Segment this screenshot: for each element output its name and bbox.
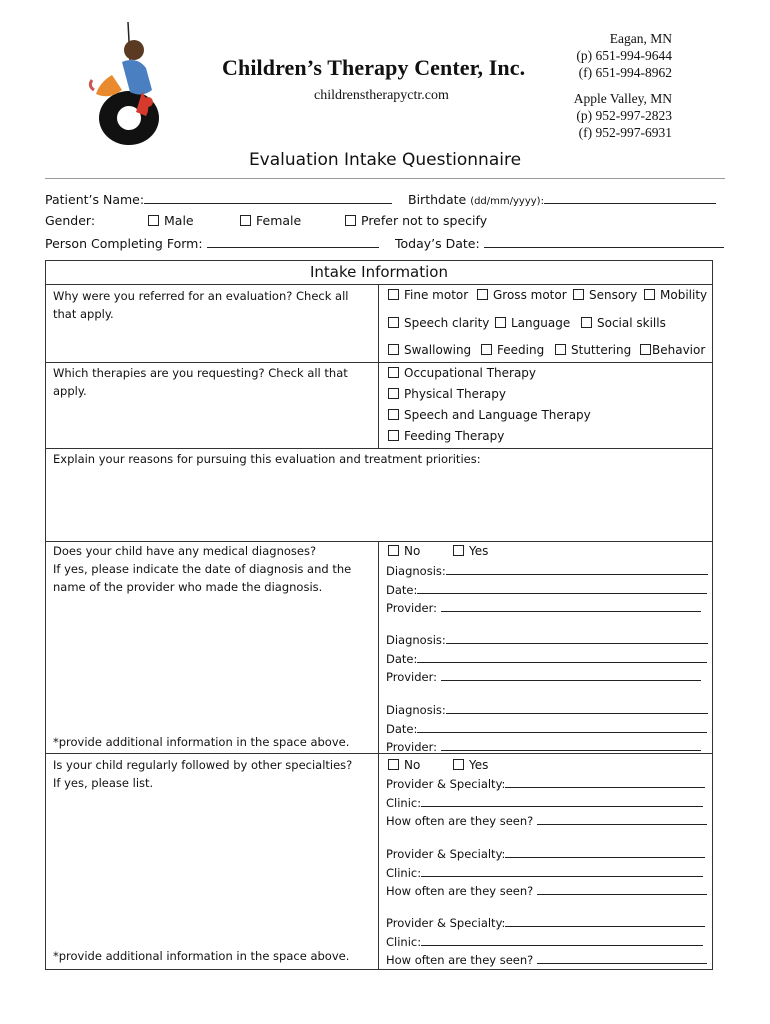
provider-label: Provider: bbox=[386, 670, 438, 684]
opt-language[interactable] bbox=[495, 316, 570, 330]
how-often-field[interactable] bbox=[537, 812, 707, 825]
clinic-label: Clinic: bbox=[386, 865, 422, 880]
diagnoses-yes-option[interactable] bbox=[453, 544, 488, 558]
referral-question: Why were you referred for an evaluation? Check all that apply. bbox=[53, 289, 349, 321]
how-often-label: How often are they seen? bbox=[386, 953, 534, 967]
diagnosis-block-3 bbox=[386, 701, 708, 757]
provider-specialty-field[interactable] bbox=[505, 845, 705, 858]
provider-specialty-label: Provider & Specialty: bbox=[386, 916, 506, 930]
diagnoses-line-2: If yes, please indicate the date of diagnosis and the bbox=[53, 562, 352, 576]
specialties-line-1: Is your child regularly followed by other specialties? bbox=[53, 758, 353, 772]
opt-label: Feeding Therapy bbox=[404, 429, 505, 443]
eagan-fax: (f) 651-994-8962 bbox=[578, 65, 672, 80]
specialties-line-2: If yes, please list. bbox=[53, 776, 154, 790]
birthdate-format: (dd/mm/yyyy): bbox=[470, 196, 544, 207]
opt-behavior[interactable] bbox=[640, 343, 705, 357]
diagnosis-field[interactable] bbox=[446, 701, 708, 714]
location-apple-valley bbox=[574, 90, 672, 141]
provider-label: Provider: bbox=[386, 601, 438, 615]
date-label: Date: bbox=[386, 582, 418, 597]
person-completing-field[interactable] bbox=[207, 235, 379, 248]
opt-label: Feeding bbox=[497, 343, 545, 357]
opt-label: Gross motor bbox=[493, 288, 567, 302]
company-website: childrenstherapyctr.com bbox=[314, 88, 449, 103]
opt-label: Social skills bbox=[597, 316, 666, 330]
column-divider bbox=[378, 541, 379, 970]
how-often-label: How often are they seen? bbox=[386, 884, 534, 898]
specialty-block-3 bbox=[386, 914, 707, 970]
diagnoses-line-1: Does your child have any medical diagnoses? bbox=[53, 544, 317, 558]
location-eagan bbox=[576, 30, 672, 81]
yes-label: Yes bbox=[469, 758, 489, 772]
opt-speech-clarity[interactable] bbox=[388, 316, 489, 330]
person-completing-row bbox=[45, 235, 379, 251]
diagnoses-line-3: name of the provider who made the diagnosis. bbox=[53, 580, 323, 594]
company-name: Children’s Therapy Center, Inc. bbox=[222, 55, 526, 80]
person-completing-label: Person Completing Form: bbox=[45, 236, 203, 251]
diagnosis-label: Diagnosis: bbox=[386, 564, 446, 578]
opt-label: Mobility bbox=[660, 288, 708, 302]
date-field[interactable] bbox=[417, 720, 707, 733]
todays-date-field[interactable] bbox=[484, 235, 724, 248]
opt-label: Physical Therapy bbox=[404, 387, 506, 401]
birthdate-field[interactable] bbox=[544, 191, 716, 204]
diagnosis-field[interactable] bbox=[446, 631, 708, 644]
diagnosis-block-1 bbox=[386, 562, 708, 618]
diagnosis-field[interactable] bbox=[446, 562, 708, 575]
provider-specialty-field[interactable] bbox=[505, 914, 705, 927]
no-label: No bbox=[404, 544, 421, 558]
provider-field[interactable] bbox=[441, 738, 701, 751]
opt-stuttering[interactable] bbox=[555, 343, 631, 357]
specialties-note: *provide additional information in the space above. bbox=[53, 949, 350, 963]
todays-date-label: Today’s Date: bbox=[395, 236, 480, 251]
prefer-not-checkbox[interactable] bbox=[345, 215, 356, 226]
specialty-block-1 bbox=[386, 775, 707, 831]
patient-name-label: Patient’s Name: bbox=[45, 192, 145, 207]
provider-specialty-field[interactable] bbox=[505, 775, 705, 788]
opt-gross-motor[interactable] bbox=[477, 288, 567, 302]
diagnoses-note: *provide additional information in the space above. bbox=[53, 735, 350, 749]
gender-female-option[interactable] bbox=[240, 213, 301, 228]
checkbox[interactable] bbox=[644, 289, 655, 300]
diagnosis-label: Diagnosis: bbox=[386, 703, 446, 717]
no-label: No bbox=[404, 758, 421, 772]
how-often-field[interactable] bbox=[537, 951, 707, 964]
provider-field[interactable] bbox=[441, 599, 701, 612]
date-field[interactable] bbox=[417, 650, 707, 663]
row-divider bbox=[45, 448, 713, 449]
clinic-label: Clinic: bbox=[386, 795, 422, 810]
specialties-yes-option[interactable] bbox=[453, 758, 488, 772]
clinic-field[interactable] bbox=[421, 933, 703, 946]
provider-field[interactable] bbox=[441, 668, 701, 681]
opt-physical-therapy[interactable] bbox=[388, 387, 506, 401]
female-label: Female bbox=[256, 213, 302, 228]
apple-valley-fax: (f) 952-997-6931 bbox=[578, 125, 672, 140]
patient-name-field[interactable] bbox=[144, 191, 392, 204]
opt-label: Language bbox=[511, 316, 571, 330]
prefer-not-label: Prefer not to specify bbox=[361, 213, 488, 228]
checkbox[interactable] bbox=[453, 759, 464, 770]
checkbox[interactable] bbox=[477, 289, 488, 300]
specialties-no-option[interactable] bbox=[388, 758, 420, 772]
intake-title: Intake Information bbox=[310, 263, 448, 281]
date-label: Date: bbox=[386, 721, 418, 736]
diagnosis-block-2 bbox=[386, 631, 708, 687]
checkbox[interactable] bbox=[388, 409, 399, 420]
diagnoses-question bbox=[53, 542, 373, 596]
male-checkbox[interactable] bbox=[148, 215, 159, 226]
birthdate-label: Birthdate bbox=[408, 192, 467, 207]
clinic-field[interactable] bbox=[421, 794, 703, 807]
date-field[interactable] bbox=[417, 581, 707, 594]
diagnoses-no-option[interactable] bbox=[388, 544, 420, 558]
opt-label: Speech clarity bbox=[404, 316, 490, 330]
opt-mobility[interactable] bbox=[644, 288, 707, 302]
checkbox[interactable] bbox=[388, 430, 399, 441]
checkbox[interactable] bbox=[388, 759, 399, 770]
reasons-question: Explain your reasons for pursuing this evaluation and treatment priorities: bbox=[53, 452, 481, 466]
eagan-phone: (p) 651-994-9644 bbox=[576, 48, 672, 63]
document-title: Evaluation Intake Questionnaire bbox=[248, 150, 522, 170]
opt-label: Sensory bbox=[589, 288, 638, 302]
opt-label: Swallowing bbox=[404, 343, 472, 357]
male-label: Male bbox=[164, 213, 194, 228]
apple-valley-city: Apple Valley, MN bbox=[573, 91, 672, 106]
therapies-question: Which therapies are you requesting? Check all that apply. bbox=[53, 366, 348, 398]
gender-unspecified-option[interactable] bbox=[345, 213, 487, 228]
provider-label: Provider: bbox=[386, 740, 438, 754]
todays-date-row bbox=[395, 235, 724, 251]
birthdate-row bbox=[408, 191, 716, 207]
opt-feeding[interactable] bbox=[481, 343, 544, 357]
apple-valley-phone: (p) 952-997-2823 bbox=[576, 108, 672, 123]
eagan-city: Eagan, MN bbox=[609, 31, 672, 46]
title-divider bbox=[45, 178, 725, 179]
checkbox[interactable] bbox=[573, 289, 584, 300]
opt-social-skills[interactable] bbox=[581, 316, 666, 330]
provider-specialty-label: Provider & Specialty: bbox=[386, 777, 506, 791]
opt-label: Behavior bbox=[652, 343, 706, 357]
checkbox[interactable] bbox=[495, 317, 506, 328]
date-label: Date: bbox=[386, 651, 418, 666]
checkbox[interactable] bbox=[388, 388, 399, 399]
opt-label: Fine motor bbox=[404, 288, 469, 302]
diagnosis-label: Diagnosis: bbox=[386, 633, 446, 647]
gender-male-option[interactable] bbox=[148, 213, 194, 228]
opt-occupational-therapy[interactable] bbox=[388, 366, 536, 380]
opt-sensory[interactable] bbox=[573, 288, 637, 302]
row-divider bbox=[45, 284, 713, 285]
reasons-answer-area[interactable] bbox=[50, 470, 705, 536]
opt-label: Stuttering bbox=[571, 343, 632, 357]
checkbox[interactable] bbox=[640, 344, 651, 355]
opt-swallowing[interactable] bbox=[388, 343, 471, 357]
row-divider bbox=[45, 362, 713, 363]
checkbox[interactable] bbox=[388, 344, 399, 355]
patient-name-row bbox=[45, 191, 392, 207]
how-often-label: How often are they seen? bbox=[386, 814, 534, 828]
specialties-question bbox=[53, 756, 373, 792]
checkbox[interactable] bbox=[481, 344, 492, 355]
yes-label: Yes bbox=[469, 544, 489, 558]
opt-label: Occupational Therapy bbox=[404, 366, 537, 380]
opt-feeding-therapy[interactable] bbox=[388, 429, 504, 443]
checkbox[interactable] bbox=[388, 545, 399, 556]
opt-fine-motor[interactable] bbox=[388, 288, 468, 302]
female-checkbox[interactable] bbox=[240, 215, 251, 226]
provider-specialty-label: Provider & Specialty: bbox=[386, 847, 506, 861]
specialty-block-2 bbox=[386, 845, 707, 901]
company-logo bbox=[82, 20, 182, 148]
checkbox[interactable] bbox=[388, 317, 399, 328]
checkbox[interactable] bbox=[388, 367, 399, 378]
clinic-field[interactable] bbox=[421, 864, 703, 877]
checkbox[interactable] bbox=[555, 344, 566, 355]
opt-label: Speech and Language Therapy bbox=[404, 408, 591, 422]
checkbox[interactable] bbox=[453, 545, 464, 556]
opt-speech-language-therapy[interactable] bbox=[388, 408, 591, 422]
checkbox[interactable] bbox=[581, 317, 592, 328]
how-often-field[interactable] bbox=[537, 882, 707, 895]
gender-label: Gender: bbox=[45, 213, 96, 228]
checkbox[interactable] bbox=[388, 289, 399, 300]
column-divider bbox=[378, 284, 379, 448]
clinic-label: Clinic: bbox=[386, 934, 422, 949]
